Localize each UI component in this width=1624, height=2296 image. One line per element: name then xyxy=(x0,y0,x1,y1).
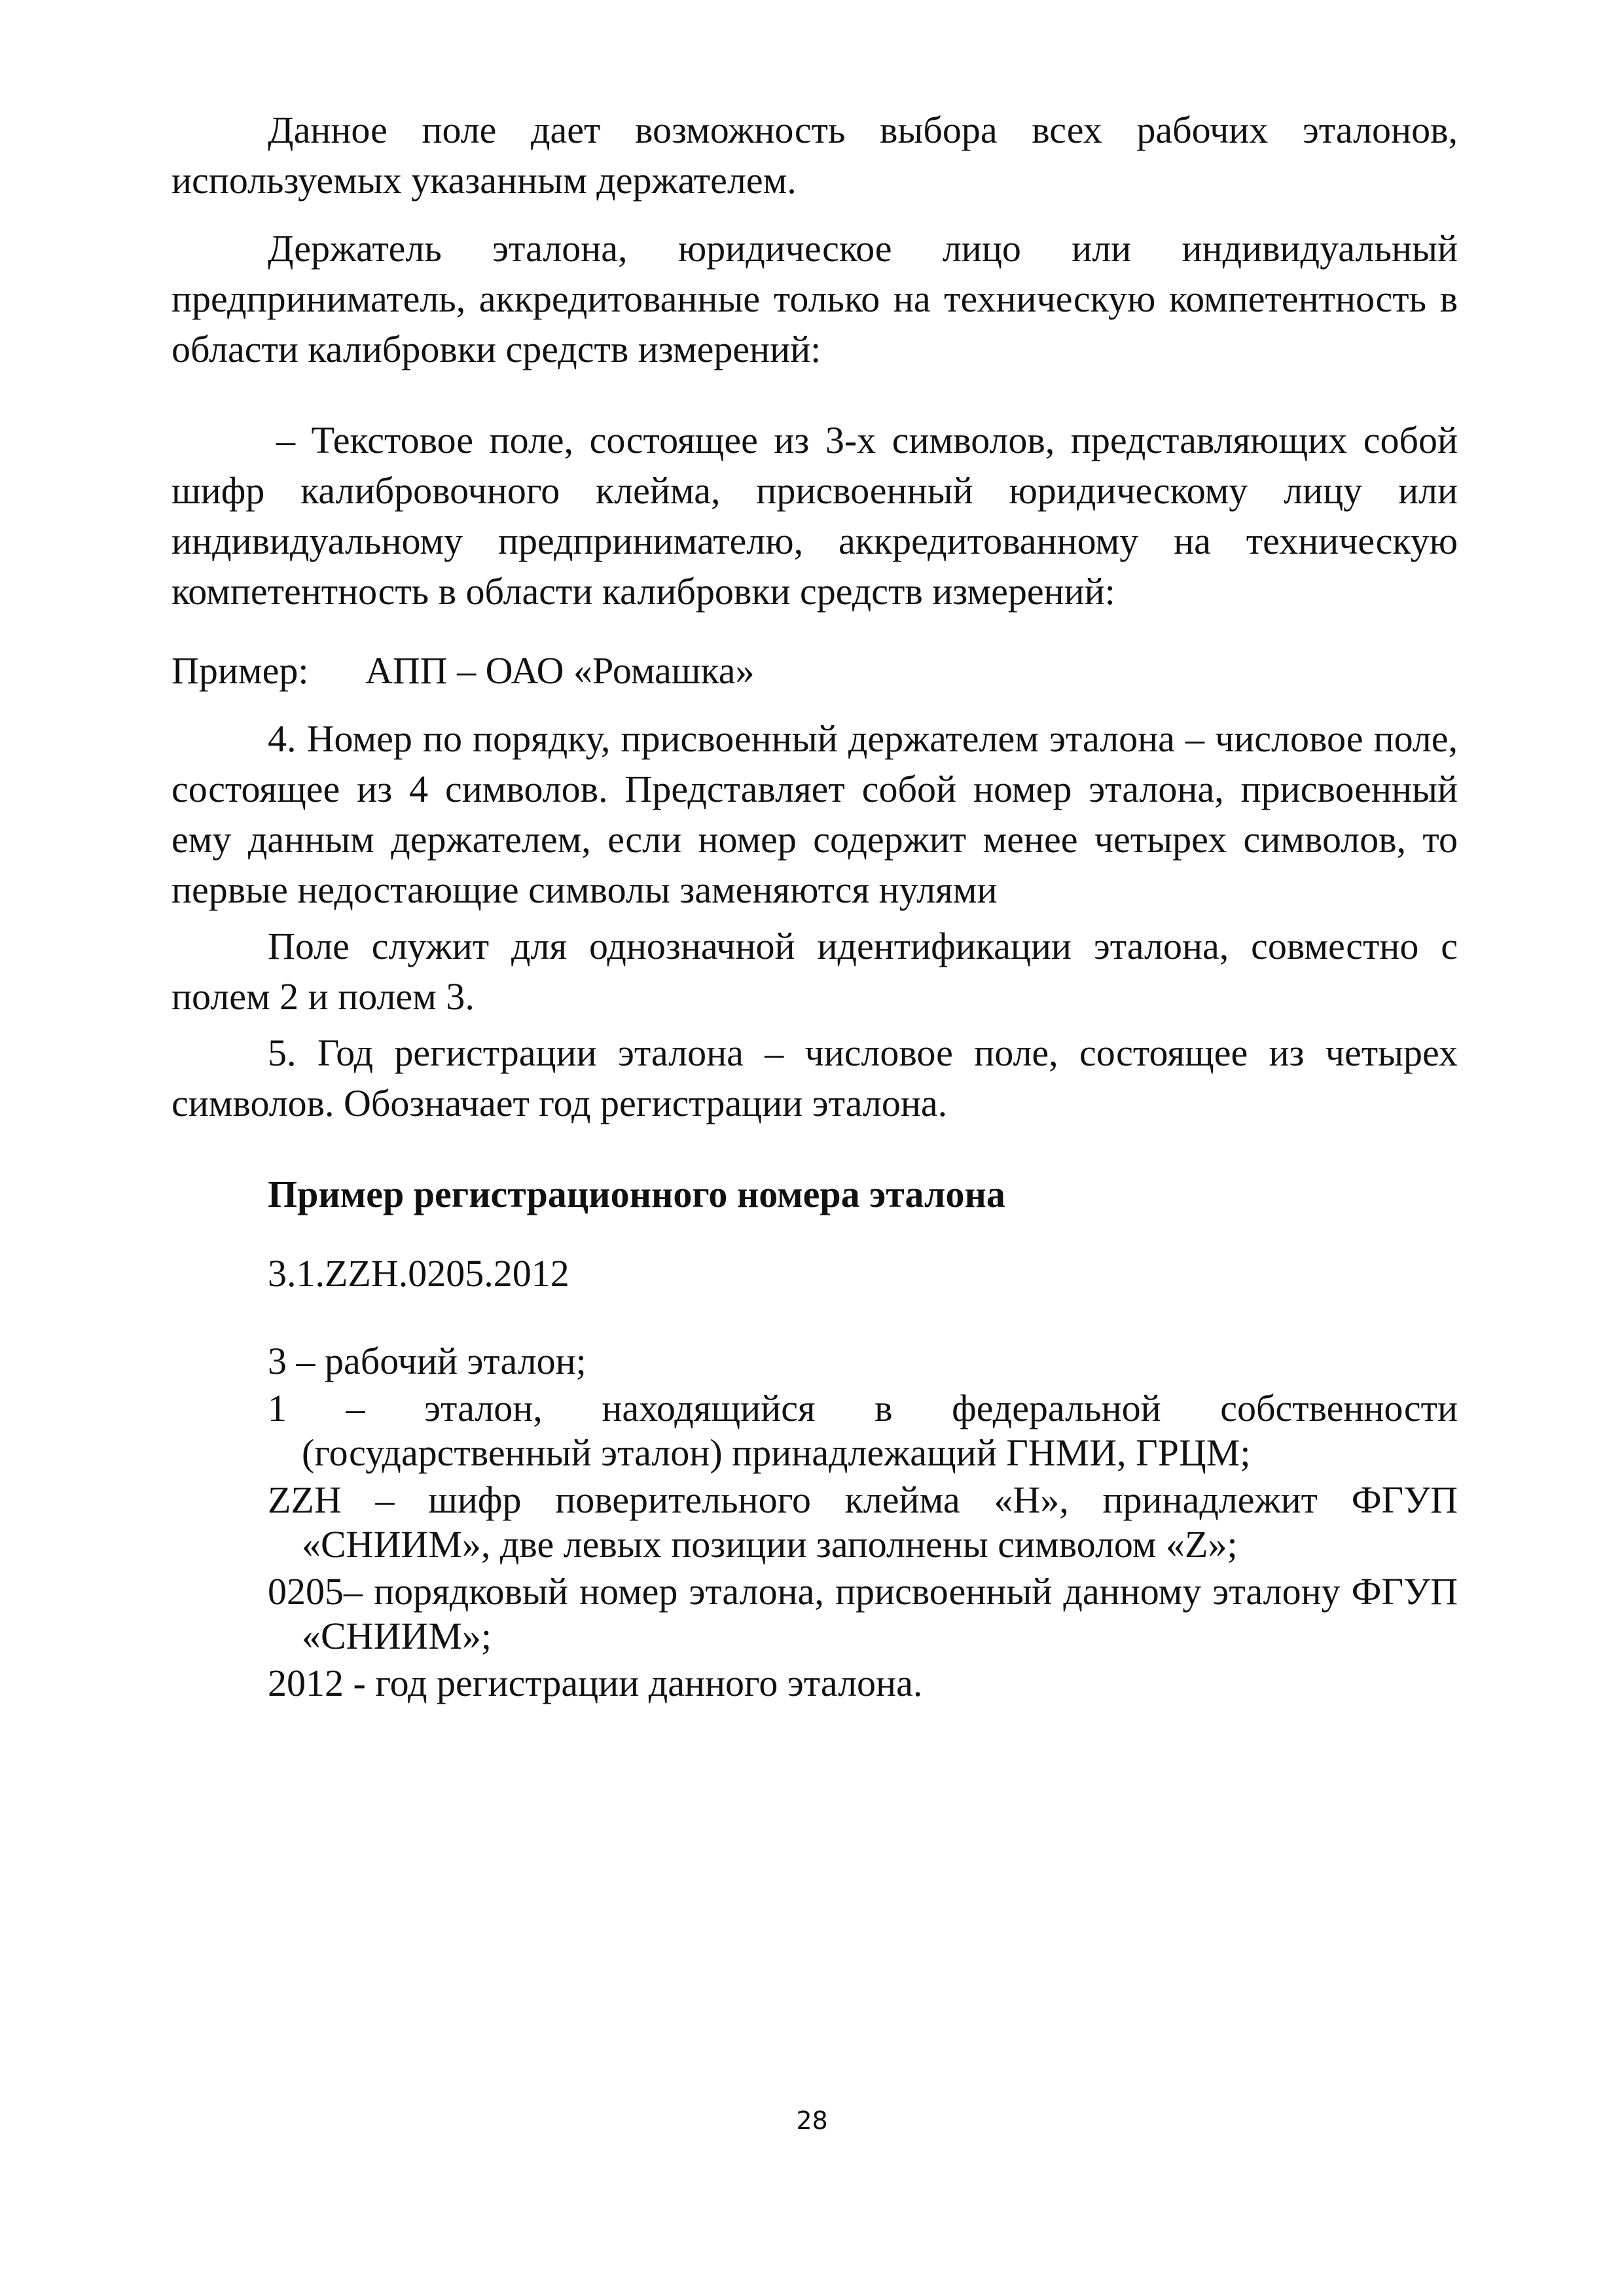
example-label: Пример: xyxy=(171,649,309,692)
paragraph-identification: Поле служит для однозначной идентификации эталона, совместно с полем 2 и полем 3. xyxy=(171,925,1458,1018)
example-value: АПП – ОАО «Ромашка» xyxy=(365,649,755,692)
document-body xyxy=(171,105,1458,1706)
paragraph-standard-holder: Держатель эталона, юридическое лицо или индивидуальный предприниматель, аккредитованные только на техническую компетентность в области калибровки средств измерений: xyxy=(171,227,1458,370)
section-heading: Пример регистрационного номера эталона xyxy=(268,1173,1005,1215)
legend-item: 1 – эталон, находящийся в федеральной собственности (государственный эталон) принадлежащий ГНМИ, ГРЦМ; xyxy=(268,1387,1458,1474)
paragraph-text-field: – Текстовое поле, состоящее из 3-х символов, представляющих собой шифр калибровочного клейма, присвоенный юридическому лицу или индивидуальному предпринимателю, аккредитованному на техническую компетентность в области калибровки средств измерений: xyxy=(171,419,1458,613)
legend-item: ZZH – шифр поверительного клейма «H», принадлежит ФГУП «СНИИМ», две левых позиции заполнены символом «Z»; xyxy=(268,1479,1458,1566)
registration-number: 3.1.ZZH.0205.2012 xyxy=(268,1252,569,1295)
paragraph-standards-selection: Данное поле дает возможность выбора всех рабочих эталонов, используемых указанным держателем. xyxy=(171,109,1458,202)
legend-item: 0205– порядковый номер эталона, присвоенный данному эталону ФГУП «СНИИМ»; xyxy=(268,1570,1458,1657)
example-line xyxy=(171,645,1458,696)
legend-item: 3 – рабочий эталон; xyxy=(268,1340,586,1382)
legend-item: 2012 - год регистрации данного эталона. xyxy=(268,1662,923,1704)
page-number: 28 xyxy=(796,2106,828,2135)
paragraph-sequence-number: 4. Номер по порядку, присвоенный держателем эталона – числовое поле, состоящее из 4 символов. Представляет собой номер эталона, присвоенный ему данным держателем, если номер содержит менее четырех символов, то первые недостающие символы заменяются нулями xyxy=(171,717,1458,911)
registration-number-legend xyxy=(268,1339,1458,1706)
paragraph-registration-year: 5. Год регистрации эталона – числовое поле, состоящее из четырех символов. Обозначает год регистрации эталона. xyxy=(171,1031,1458,1124)
